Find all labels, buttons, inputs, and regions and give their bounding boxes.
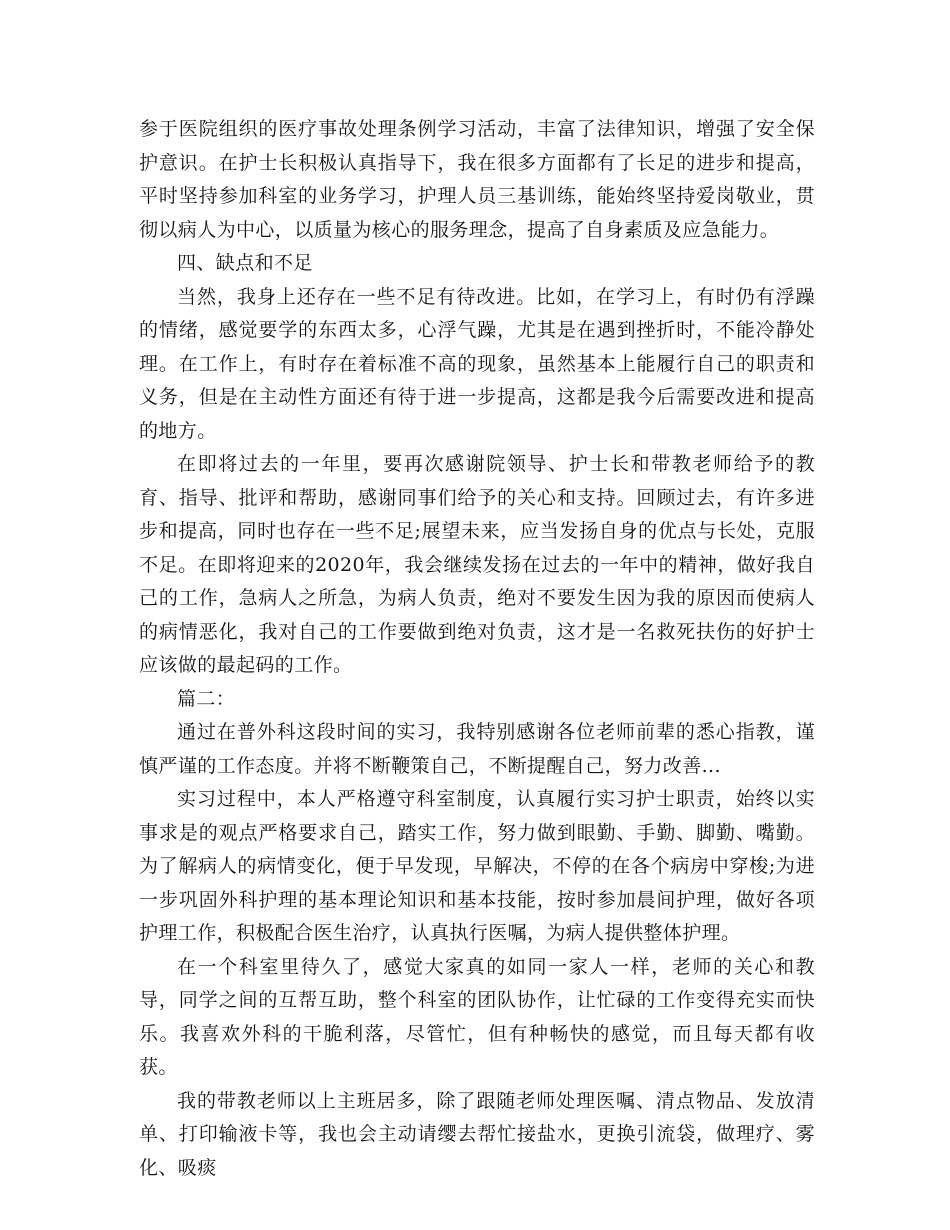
paragraph: 我的带教老师以上主班居多，除了跟随老师处理医嘱、清点物品、发放清单、打印输液卡等，我也会主动请缨去帮忙接盐水，更换引流袋，做理疗、雾化、吸痰 bbox=[139, 1089, 815, 1179]
paragraph: 在即将过去的一年里，要再次感谢院领导、护士长和带教老师给予的教育、指导、批评和帮助，感谢同事们给予的关心和支持。回顾过去，有许多进步和提高，同时也存在一些不足;展望未来，应当发扬自身的优点与长处，克服不足。在即将迎来的2020年，我会继续发扬在过去的一年中的精神，做好我自己的工作，急病人之所急，为病人负责，绝对不要发生因为我的原因而使病人的病情恶化，我对自己的工作要做到绝对负责，这才是一名救死扶伤的好护士应该做的最起码的工作。 bbox=[139, 453, 815, 676]
paragraph: 实习过程中，本人严格遵守科室制度，认真履行实习护士职责，始终以实事求是的观点严格要求自己，踏实工作，努力做到眼勤、手勤、脚勤、嘴勤。为了解病人的病情变化，便于早发现，早解决，不停的在各个病房中穿梭;为进一步巩固外科护理的基本理论知识和基本技能，按时参加晨间护理，做好各项护理工作，积极配合医生治疗，认真执行医嘱，为病人提供整体护理。 bbox=[139, 788, 815, 944]
paragraph: 在一个科室里待久了，感觉大家真的如同一家人一样，老师的关心和教导，同学之间的互帮互助，整个科室的团队协作，让忙碌的工作变得充实而快乐。我喜欢外科的干脆利落，尽管忙，但有种畅快的感觉，而且每天都有收获。 bbox=[139, 955, 815, 1078]
document-body bbox=[139, 113, 815, 1185]
section-heading: 四、缺点和不足 bbox=[177, 252, 313, 274]
paragraph: 通过在普外科这段时间的实习，我特别感谢各位老师前辈的悉心指教，谨慎严谨的工作态度。并将不断鞭策自己，不断提醒自己，努力改善... bbox=[139, 721, 815, 777]
section-heading: 篇二： bbox=[177, 687, 236, 710]
paragraph: 当然，我身上还存在一些不足有待改进。比如，在学习上，有时仍有浮躁的情绪，感觉要学的东西太多，心浮气躁，尤其是在遇到挫折时，不能冷静处理。在工作上，有时存在着标准不高的现象，虽然基本上能履行自己的职责和义务，但是在主动性方面还有待于进一步提高，这都是我今后需要改进和提高的地方。 bbox=[139, 285, 815, 442]
paragraph: 参于医院组织的医疗事故处理条例学习活动，丰富了法律知识，增强了安全保护意识。在护士长积极认真指导下，我在很多方面都有了长足的进步和提高，平时坚持参加科室的业务学习，护理人员三基训练，能始终坚持爱岗敬业，贯彻以病人为中心，以质量为核心的服务理念，提高了自身素质及应急能力。 bbox=[139, 118, 815, 241]
